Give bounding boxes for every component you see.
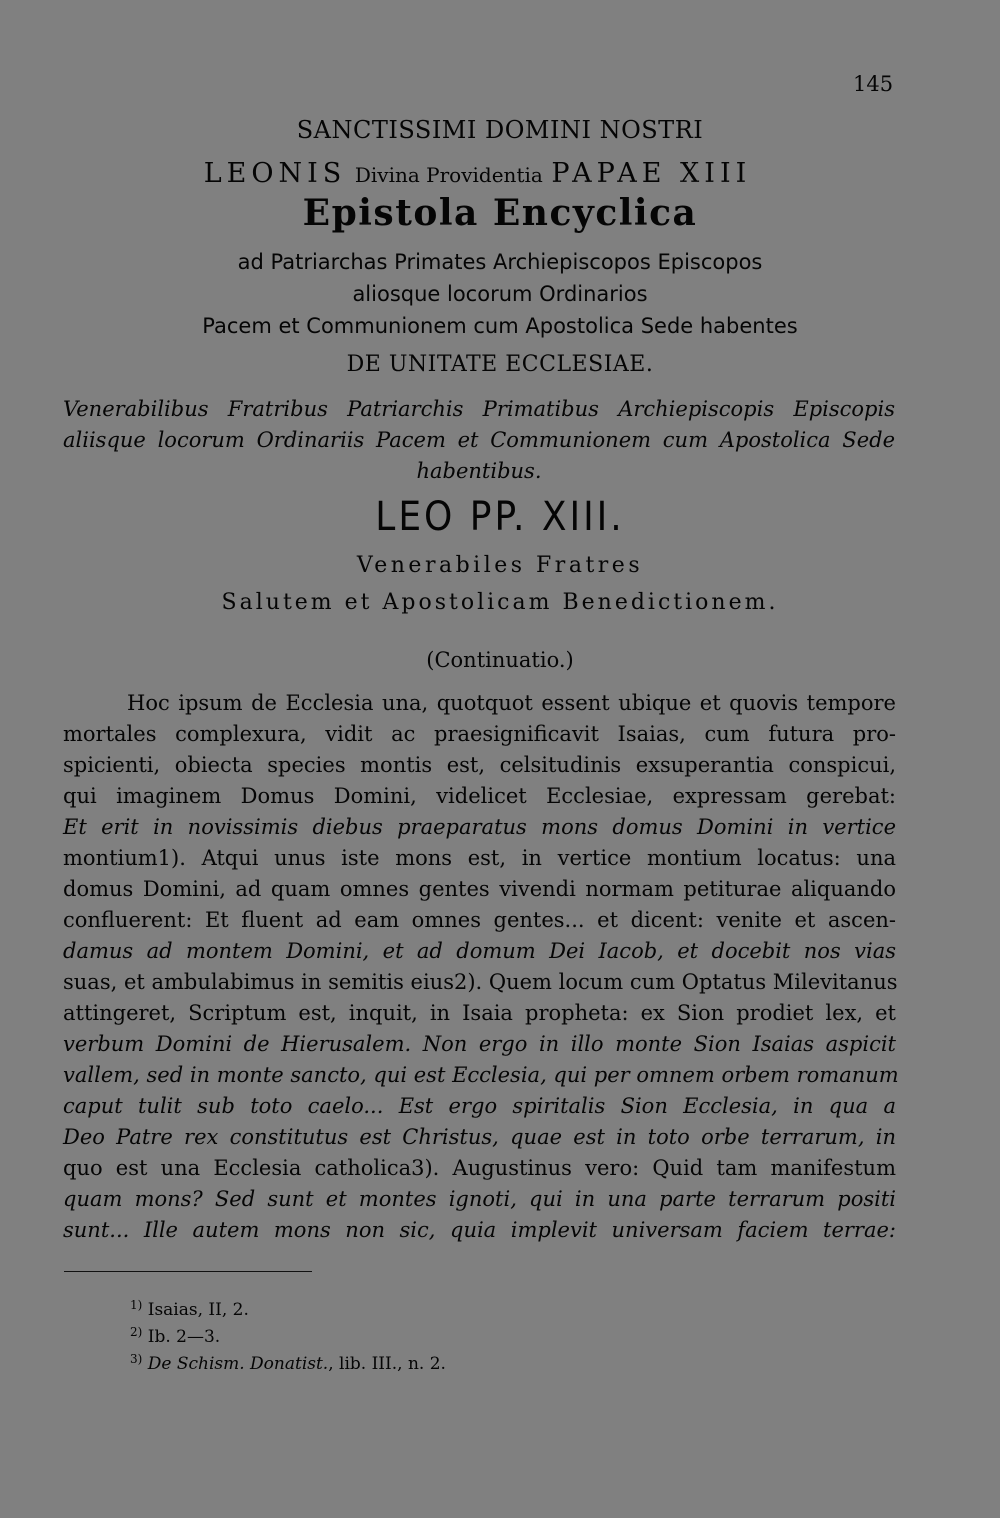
address-last: habentibus. [416, 459, 542, 483]
body-line: spicienti, obiecta species montis est, celsitudinis exsuperantia conspicui, [63, 753, 896, 777]
body-line: domus Domini, ad quam omnes gentes vivendi normam petiturae aliquando [63, 877, 896, 901]
body-line: mortales complexura, vidit ac praesignificavit Isaias, cum futura pro- [63, 722, 896, 746]
body-line: Et erit in novissimis diebus praeparatus mons domus Domini in vertice [63, 815, 896, 839]
body-line: attingeret, Scriptum est, inquit, in Isaia propheta: ex Sion prodiet lex, et [63, 1001, 896, 1025]
body-line: verbum Domini de Hierusalem. Non ergo in illo monte Sion Isaias aspicit [63, 1032, 896, 1056]
page-number: 145 [853, 72, 894, 96]
footnote-mark: 3) [130, 1352, 143, 1366]
body-line: Deo Patre rex constitutus est Christus, quae est in toto orbe terrarum, in [63, 1125, 896, 1149]
continuatio-label: (Continuatio.) [426, 648, 574, 672]
address-block [63, 394, 895, 487]
header-name: LEONIS [203, 158, 347, 189]
header-line-2 [0, 158, 955, 189]
header-papae: PAPAE XIII [551, 158, 752, 189]
recipients-line-3: Pacem et Communionem cum Apostolica Sede habentes [202, 314, 798, 338]
greeting-line-2: Salutem et Apostolicam Benedictionem. [221, 590, 779, 615]
author-heading: LEO PP. XIII. [375, 494, 625, 540]
body-line: damus ad montem Domini, et ad domum Dei Iacob, et docebit nos vias [63, 939, 896, 963]
header-divina: Divina Providentia [354, 163, 543, 187]
body-line: confluerent: Et fluent ad eam omnes gentes... et dicent: venite et ascen- [63, 908, 896, 932]
footnote-2 [130, 1325, 220, 1347]
footnote-1 [130, 1298, 249, 1320]
address-line: Venerabilibus Fratribus Patriarchis Primatibus Archiepiscopis Episcopis [63, 397, 895, 421]
footnote-text: , lib. III., n. 2. [328, 1354, 446, 1374]
recipients-line-1: ad Patriarchas Primates Archiepiscopos Episcopos [237, 250, 763, 274]
greeting-line-1: Venerabiles Fratres [356, 553, 644, 578]
document-title: Epistola Encyclica [302, 192, 698, 234]
footnote-text-italic: De Schism. Donatist. [147, 1354, 329, 1374]
subject-heading: DE UNITATE ECCLESIAE. [346, 352, 654, 377]
recipients-line-2: aliosque locorum Ordinarios [352, 282, 648, 306]
footnote-3 [130, 1352, 446, 1374]
footnote-text: Isaias, II, 2. [147, 1300, 249, 1320]
body-line: Hoc ipsum de Ecclesia una, quotquot essent ubique et quovis tempore [127, 691, 896, 715]
address-line: aliisque locorum Ordinariis Pacem et Communionem cum Apostolica Sede [63, 428, 895, 452]
footnote-rule [64, 1271, 312, 1272]
body-line: quo est una Ecclesia catholica3). Augustinus vero: Quid tam manifestum [63, 1156, 896, 1180]
body-line: qui imaginem Domus Domini, videlicet Ecclesiae, expressam gerebat: [63, 784, 896, 808]
body-line: sunt... Ille autem mons non sic, quia implevit universam faciem terrae: [63, 1218, 896, 1242]
footnote-mark: 1) [130, 1298, 143, 1312]
footnote-mark: 2) [130, 1325, 143, 1339]
header-line-1: SANCTISSIMI DOMINI NOSTRI [296, 116, 704, 144]
body-line: quam mons? Sed sunt et montes ignoti, qui in una parte terrarum positi [63, 1187, 896, 1211]
body-line: suas, et ambulabimus in semitis eius2). Quem locum cum Optatus Milevitanus [63, 970, 898, 994]
footnote-text: Ib. 2—3. [147, 1327, 221, 1347]
body-line: vallem, sed in monte sancto, qui est Ecclesia, qui per omnem orbem romanum [63, 1063, 899, 1087]
body-line: montium1). Atqui unus iste mons est, in vertice montium locatus: una [63, 846, 896, 870]
body-line: caput tulit sub toto caelo... Est ergo spiritalis Sion Ecclesia, in qua a [63, 1094, 896, 1118]
